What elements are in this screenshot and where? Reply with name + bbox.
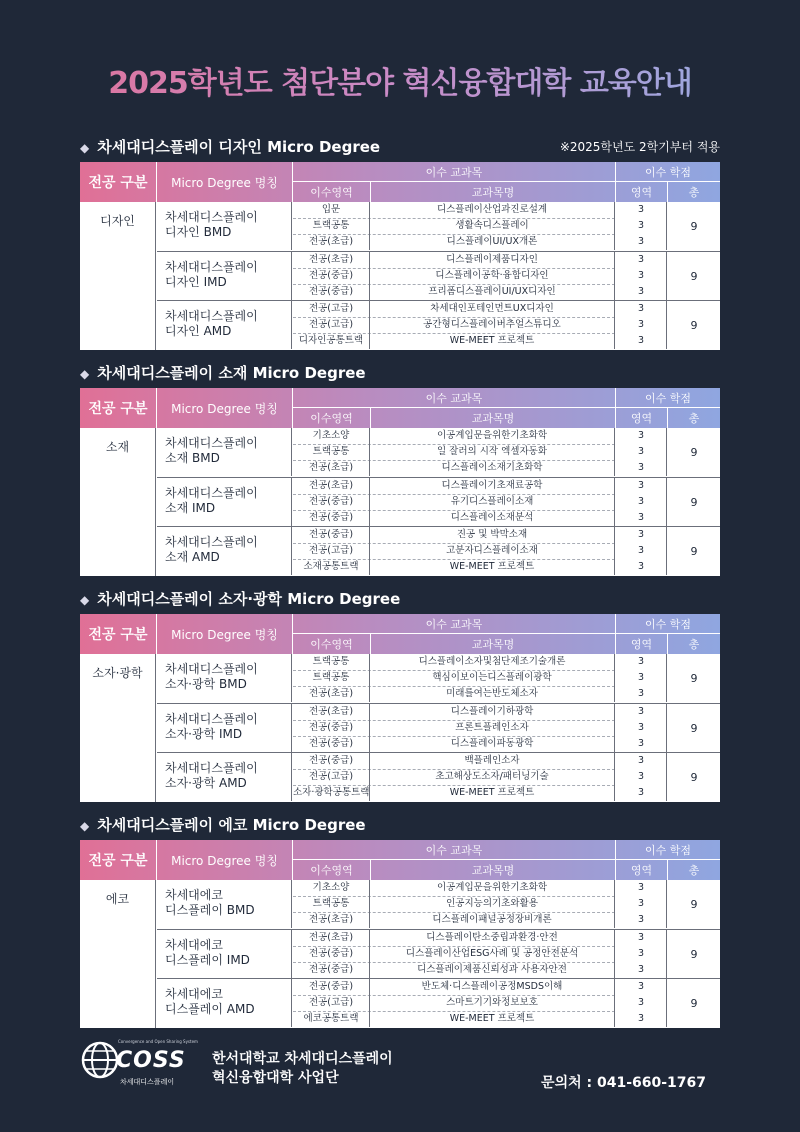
course-credit: 3 — [616, 979, 667, 995]
course-area: 전공(중급) — [293, 510, 370, 526]
course-name: 이공계입문을위한기초화학 — [370, 428, 615, 444]
course-area: 전공(초급) — [293, 912, 370, 928]
course-name: 스마트기기와정보보호 — [370, 995, 615, 1011]
section-title — [80, 362, 366, 383]
course-area: 전공(고급) — [293, 317, 370, 333]
course-area: 전공(중급) — [293, 720, 370, 736]
course-credit: 3 — [616, 268, 667, 284]
course-area: 전공(초급) — [293, 686, 370, 702]
course-name: 백플레인소자 — [370, 753, 615, 769]
course-name: WE-MEET 프로젝트 — [370, 559, 615, 575]
section-title-text: 차세대디스플레이 소자·광학 Micro Degree — [97, 590, 401, 608]
table-row — [293, 979, 615, 996]
md-name: 차세대에코 디스플레이 AMD — [157, 979, 292, 1027]
md-section — [80, 134, 720, 350]
md-group — [157, 300, 720, 349]
course-area: 기초소양 — [293, 428, 370, 444]
course-credit: 3 — [616, 301, 667, 317]
organization-name — [212, 1050, 393, 1088]
course-credit: 3 — [616, 218, 667, 234]
table-row — [293, 559, 615, 575]
table-row — [293, 962, 615, 978]
course-name: 핵심이보이는디스플레이광학 — [370, 670, 615, 686]
table-header — [80, 840, 720, 880]
course-credit: 3 — [616, 720, 667, 736]
table-row — [293, 769, 615, 786]
table-row — [293, 654, 615, 671]
course-credit: 3 — [616, 880, 667, 896]
course-area: 전공(초급) — [293, 930, 370, 946]
org-line-2: 혁신융합대학 사업단 — [212, 1070, 339, 1086]
major-cell: 소자·광학 — [80, 654, 156, 802]
table-row — [293, 543, 615, 560]
course-credit: 3 — [616, 202, 667, 218]
md-section — [80, 812, 720, 1028]
section-header — [80, 812, 720, 836]
course-name: 차세대인포테인먼트UX디자인 — [370, 301, 615, 317]
header-credit: 영역 — [616, 634, 668, 654]
course-area: 전공(중급) — [293, 268, 370, 284]
course-credit: 3 — [616, 896, 667, 912]
md-group — [157, 477, 720, 526]
md-name: 차세대디스플레이 소재 BMD — [157, 428, 292, 476]
course-area: 에코공통트랙 — [293, 1011, 370, 1027]
total-credit: 9 — [690, 495, 698, 509]
md-name: 차세대디스플레이 소자·광학 BMD — [157, 654, 292, 702]
header-area: 이수영역 — [293, 860, 371, 880]
course-name: 일 잘러의 시작 엑셀자동화 — [370, 444, 615, 460]
globe-icon — [80, 1040, 120, 1080]
course-area: 전공(중급) — [293, 527, 370, 543]
header-md-name: Micro Degree 명칭 — [157, 162, 293, 202]
course-name: 프리폼디스플레이UI/UX디자인 — [370, 284, 615, 300]
md-name: 차세대디스플레이 디자인 IMD — [157, 252, 292, 300]
section-title-text: 차세대디스플레이 소재 Micro Degree — [97, 364, 366, 382]
course-area: 전공(초급) — [293, 478, 370, 494]
course-area: 디자인공통트랙 — [293, 333, 370, 349]
course-credit: 3 — [616, 444, 667, 460]
md-name: 차세대디스플레이 디자인 AMD — [157, 301, 292, 349]
course-area: 전공(초급) — [293, 252, 370, 268]
diamond-icon: ◆ — [80, 367, 90, 381]
course-credit: 3 — [616, 769, 667, 785]
table-row — [293, 460, 615, 476]
course-name: 디스플레이소자및첨단제조기술개론 — [370, 654, 615, 670]
course-area: 전공(중급) — [293, 284, 370, 300]
course-name: 미래를여는반도체소자 — [370, 686, 615, 702]
course-name: 초고해상도소자/패터닝기술 — [370, 769, 615, 785]
header-area: 이수영역 — [293, 182, 371, 202]
table-row — [293, 896, 615, 913]
course-credit: 3 — [616, 946, 667, 962]
diamond-icon: ◆ — [80, 141, 90, 155]
course-area: 전공(고급) — [293, 301, 370, 317]
course-area: 전공(고급) — [293, 769, 370, 785]
footer — [80, 1036, 720, 1096]
course-name: 디스플레이패널공정장비개론 — [370, 912, 615, 928]
md-name: 차세대디스플레이 소자·광학 AMD — [157, 753, 292, 801]
md-group — [157, 752, 720, 801]
header-md-name: Micro Degree 명칭 — [157, 614, 293, 654]
course-credit: 3 — [616, 494, 667, 510]
header-major: 전공 구분 — [80, 162, 157, 202]
md-group — [157, 978, 720, 1027]
coss-logo — [80, 1036, 198, 1092]
section-header — [80, 360, 720, 384]
course-name: 디스플레이기초재료공학 — [370, 478, 615, 494]
md-section — [80, 586, 720, 802]
course-name: WE-MEET 프로젝트 — [370, 785, 615, 801]
table-row — [293, 494, 615, 511]
table-row — [293, 301, 615, 318]
header-major: 전공 구분 — [80, 388, 157, 428]
course-name: 이공계입문을위한기초화학 — [370, 880, 615, 896]
header-credits: 이수 학점 — [616, 388, 720, 408]
course-area: 전공(초급) — [293, 704, 370, 720]
header-md-name: Micro Degree 명칭 — [157, 840, 293, 880]
course-name: 디스플레이산업ESG사례 및 공정안전분석 — [370, 946, 615, 962]
header-major: 전공 구분 — [80, 614, 157, 654]
course-name: 고분자디스플레이소재 — [370, 543, 615, 559]
course-area: 트랙공통 — [293, 218, 370, 234]
md-group — [157, 880, 720, 928]
table-row — [293, 912, 615, 928]
course-credit: 3 — [616, 527, 667, 543]
table-header — [80, 614, 720, 654]
total-credit: 9 — [690, 445, 698, 459]
course-name: 디스플레이공학·융합디자인 — [370, 268, 615, 284]
course-name: 유기디스플레이소재 — [370, 494, 615, 510]
course-credit: 3 — [616, 995, 667, 1011]
header-total: 총 — [688, 186, 700, 199]
md-table — [80, 840, 720, 1028]
course-name: 디스플레이소재분석 — [370, 510, 615, 526]
total-credit: 9 — [690, 897, 698, 911]
diamond-icon: ◆ — [80, 593, 90, 607]
header-credit: 영역 — [616, 182, 668, 202]
table-row — [293, 670, 615, 687]
header-total: 총 — [688, 864, 700, 877]
course-name: 디스플레이산업과진로설계 — [370, 202, 615, 218]
total-credit: 9 — [690, 671, 698, 685]
table-row — [293, 785, 615, 801]
course-area: 전공(중급) — [293, 736, 370, 752]
course-credit: 3 — [616, 317, 667, 333]
header-course-name: 교과목명 — [371, 182, 616, 202]
course-name: 디스플레이소재기초화학 — [370, 460, 615, 476]
table-row — [293, 444, 615, 461]
md-group — [157, 251, 720, 300]
org-line-1: 한서대학교 차세대디스플레이 — [212, 1051, 393, 1067]
course-credit: 3 — [616, 654, 667, 670]
course-credit: 3 — [616, 736, 667, 752]
course-credit: 3 — [616, 686, 667, 702]
course-credit: 3 — [616, 460, 667, 476]
table-header — [80, 388, 720, 428]
course-area: 트랙공통 — [293, 654, 370, 670]
course-area: 전공(중급) — [293, 946, 370, 962]
table-row — [293, 946, 615, 963]
course-name: 프론트플레인소자 — [370, 720, 615, 736]
course-credit: 3 — [616, 284, 667, 300]
course-name: WE-MEET 프로젝트 — [370, 333, 615, 349]
md-group — [157, 929, 720, 978]
major-cell: 디자인 — [80, 202, 156, 350]
major-cell: 에코 — [80, 880, 156, 1028]
course-area: 기초소양 — [293, 880, 370, 896]
total-credit: 9 — [690, 544, 698, 558]
course-area: 전공(중급) — [293, 962, 370, 978]
course-area: 전공(중급) — [293, 494, 370, 510]
course-name: 공간형디스플레이버추얼스튜디오 — [370, 317, 615, 333]
table-row — [293, 930, 615, 947]
table-row — [293, 995, 615, 1012]
course-credit: 3 — [616, 559, 667, 575]
total-credit: 9 — [690, 721, 698, 735]
course-credit: 3 — [616, 670, 667, 686]
header-courses: 이수 교과목 — [293, 614, 616, 634]
logo-korean: 차세대디스플레이 — [120, 1078, 175, 1086]
section-title — [80, 814, 366, 835]
section-title — [80, 588, 400, 609]
table-row — [293, 284, 615, 300]
total-credit: 9 — [690, 318, 698, 332]
table-row — [293, 1011, 615, 1027]
table-row — [293, 317, 615, 334]
table-row — [293, 880, 615, 897]
table-row — [293, 686, 615, 702]
table-row — [293, 428, 615, 445]
table-row — [293, 704, 615, 721]
course-name: 디스플레이기하광학 — [370, 704, 615, 720]
header-credit: 영역 — [616, 860, 668, 880]
header-courses: 이수 교과목 — [293, 162, 616, 182]
md-table — [80, 388, 720, 576]
md-group — [157, 202, 720, 250]
header-credits: 이수 학점 — [616, 162, 720, 182]
course-credit: 3 — [616, 704, 667, 720]
header-courses: 이수 교과목 — [293, 388, 616, 408]
course-area: 소자·광학공통트랙 — [293, 785, 370, 801]
course-credit: 3 — [616, 785, 667, 801]
course-area: 트랙공통 — [293, 670, 370, 686]
header-total: 총 — [688, 638, 700, 651]
table-row — [293, 218, 615, 235]
contact-info: 문의처 : 041-660-1767 — [541, 1075, 706, 1091]
header-area: 이수영역 — [293, 634, 371, 654]
course-area: 전공(중급) — [293, 753, 370, 769]
course-area: 전공(초급) — [293, 460, 370, 476]
course-credit: 3 — [616, 252, 667, 268]
course-name: 디스플레이제품신뢰성과 사용자안전 — [370, 962, 615, 978]
md-table — [80, 162, 720, 350]
table-row — [293, 720, 615, 737]
logo-wordmark: COSS — [116, 1048, 186, 1073]
course-credit: 3 — [616, 1011, 667, 1027]
course-name: 디스플레이탄소중립과환경·안전 — [370, 930, 615, 946]
course-name: 반도체·디스플레이공정MSDS이해 — [370, 979, 615, 995]
table-row — [293, 202, 615, 219]
total-credit: 9 — [690, 947, 698, 961]
course-area: 소재공통트랙 — [293, 559, 370, 575]
course-area: 전공(고급) — [293, 543, 370, 559]
course-credit: 3 — [616, 543, 667, 559]
md-group — [157, 428, 720, 476]
md-name: 차세대에코 디스플레이 IMD — [157, 930, 292, 978]
table-row — [293, 252, 615, 269]
logo-subtitle: Convergence and Open Sharing System — [118, 1039, 198, 1044]
table-row — [293, 268, 615, 285]
header-credit: 영역 — [616, 408, 668, 428]
course-credit: 3 — [616, 912, 667, 928]
md-group — [157, 654, 720, 702]
course-credit: 3 — [616, 478, 667, 494]
header-major: 전공 구분 — [80, 840, 157, 880]
table-row — [293, 333, 615, 349]
course-credit: 3 — [616, 428, 667, 444]
table-row — [293, 736, 615, 752]
md-name: 차세대에코 디스플레이 BMD — [157, 880, 292, 928]
course-area: 전공(중급) — [293, 979, 370, 995]
page-title: 2025학년도 첨단분야 혁신융합대학 교육안내 — [0, 58, 800, 102]
md-group — [157, 703, 720, 752]
header-credits: 이수 학점 — [616, 614, 720, 634]
diamond-icon: ◆ — [80, 819, 90, 833]
header-course-name: 교과목명 — [371, 634, 616, 654]
header-courses: 이수 교과목 — [293, 840, 616, 860]
course-area: 입문 — [293, 202, 370, 218]
table-row — [293, 478, 615, 495]
course-credit: 3 — [616, 753, 667, 769]
total-credit: 9 — [690, 219, 698, 233]
apply-note: ※2025학년도 2학기부터 적용 — [559, 140, 720, 154]
course-area: 전공(초급) — [293, 234, 370, 250]
course-name: 생활속디스플레이 — [370, 218, 615, 234]
course-area: 트랙공통 — [293, 444, 370, 460]
table-row — [293, 753, 615, 770]
course-name: 디스플레이파동광학 — [370, 736, 615, 752]
section-header — [80, 134, 720, 158]
header-area: 이수영역 — [293, 408, 371, 428]
section-header — [80, 586, 720, 610]
total-credit: 9 — [690, 770, 698, 784]
table-header — [80, 162, 720, 202]
course-name: 인공지능의기초와활용 — [370, 896, 615, 912]
course-credit: 3 — [616, 234, 667, 250]
major-cell: 소재 — [80, 428, 156, 576]
table-row — [293, 527, 615, 544]
md-name: 차세대디스플레이 디자인 BMD — [157, 202, 292, 250]
table-row — [293, 510, 615, 526]
table-row — [293, 234, 615, 250]
course-name: WE-MEET 프로젝트 — [370, 1011, 615, 1027]
total-credit: 9 — [690, 269, 698, 283]
total-credit: 9 — [690, 996, 698, 1010]
course-credit: 3 — [616, 333, 667, 349]
md-section — [80, 360, 720, 576]
section-title-text: 차세대디스플레이 디자인 Micro Degree — [97, 138, 381, 156]
course-name: 디스플레이제품디자인 — [370, 252, 615, 268]
header-course-name: 교과목명 — [371, 860, 616, 880]
md-group — [157, 526, 720, 575]
header-course-name: 교과목명 — [371, 408, 616, 428]
course-credit: 3 — [616, 962, 667, 978]
md-table — [80, 614, 720, 802]
md-name: 차세대디스플레이 소자·광학 IMD — [157, 704, 292, 752]
course-name: 진공 및 박막소재 — [370, 527, 615, 543]
header-total: 총 — [688, 412, 700, 425]
course-credit: 3 — [616, 510, 667, 526]
section-title — [80, 136, 380, 157]
course-name: 디스플레이UI/UX개론 — [370, 234, 615, 250]
md-name: 차세대디스플레이 소재 IMD — [157, 478, 292, 526]
course-area: 전공(고급) — [293, 995, 370, 1011]
course-credit: 3 — [616, 930, 667, 946]
header-md-name: Micro Degree 명칭 — [157, 388, 293, 428]
header-credits: 이수 학점 — [616, 840, 720, 860]
section-title-text: 차세대디스플레이 에코 Micro Degree — [97, 816, 366, 834]
md-name: 차세대디스플레이 소재 AMD — [157, 527, 292, 575]
course-area: 트랙공통 — [293, 896, 370, 912]
